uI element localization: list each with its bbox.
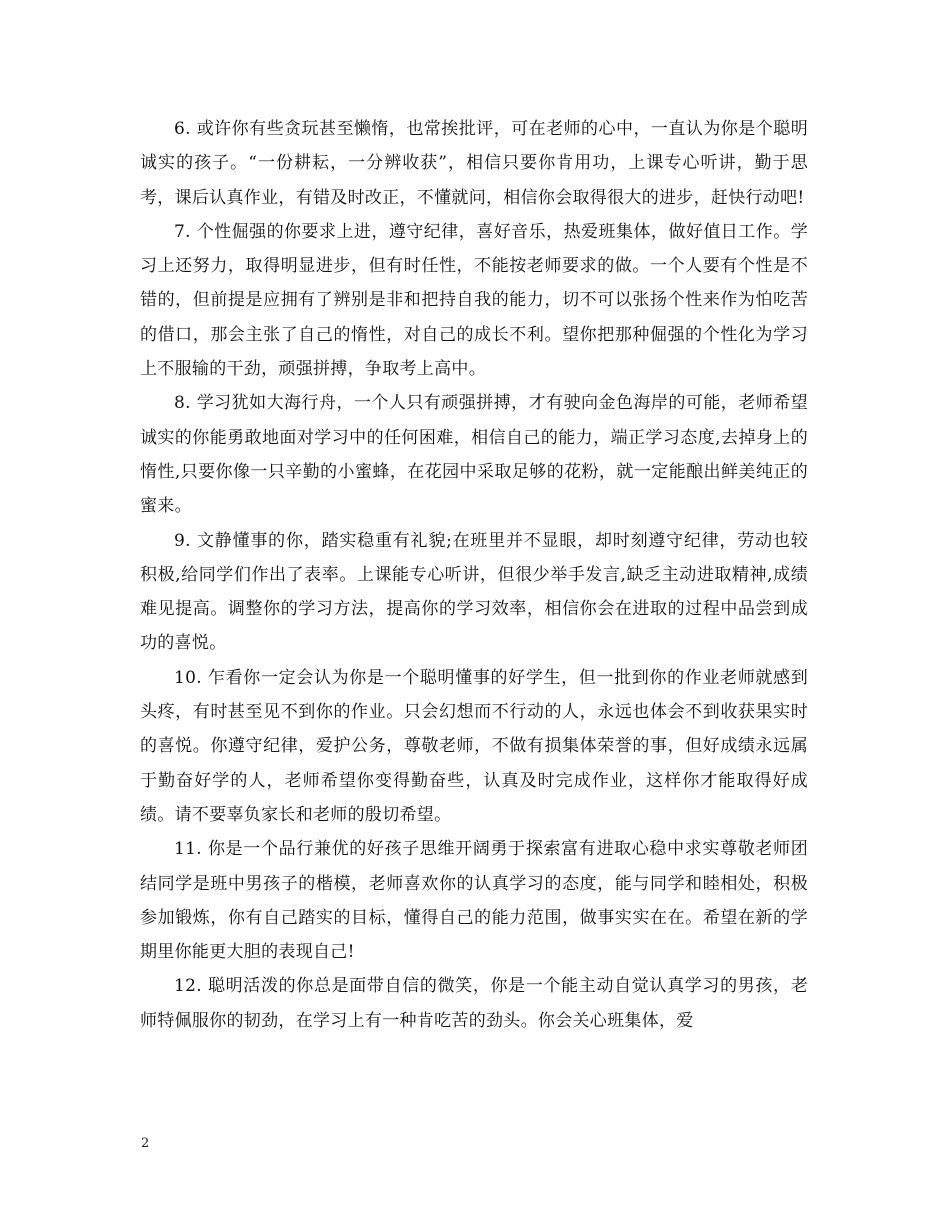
paragraph-12: 12. 聪明活泼的你总是面带自信的微笑，你是一个能主动自觉认真学习的男孩，老师特佩服你的韧劲，在学习上有一种肯吃苦的劲头。你会关心班集体，爱	[140, 976, 808, 1031]
paragraph-8: 8. 学习犹如大海行舟，一个人只有顽强拼搏，才有驶向金色海岸的可能，老师希望诚实的你能勇敢地面对学习中的任何困难，相信自己的能力，端正学习态度,去掉身上的惰性,只要你像一只辛勤的小蜜蜂，在花园中采取足够的花粉，就一定能酿出鲜美纯正的蜜来。	[140, 393, 808, 517]
paragraph-7: 7. 个性倔强的你要求上进，遵守纪律，喜好音乐，热爱班集体，做好值日工作。学习上还努力，取得明显进步，但有时任性，不能按老师要求的做。一个人要有个性是不错的，但前提是应拥有了辨别是非和把持自我的能力，切不可以张扬个性来作为怕吃苦的借口，那会主张了自己的惰性，对自己的成长不利。望你把那种倔强的个性化为学习上不服输的干劲，顽强拼搏，争取考上高中。	[140, 221, 808, 380]
paragraph-9: 9. 文静懂事的你，踏实稳重有礼貌;在班里并不显眼，却时刻遵守纪律，劳动也较积极,给同学们作出了表率。上课能专心听讲，但很少举手发言,缺乏主动进取精神,成绩难见提高。调整你的学习方法，提高你的学习效率，相信你会在进取的过程中品尝到成功的喜悦。	[140, 530, 808, 654]
page-number: 2	[141, 1136, 150, 1151]
paragraph-6: 6. 或许你有些贪玩甚至懒惰，也常挨批评，可在老师的心中，一直认为你是个聪明诚实的孩子。“一份耕耘，一分辨收获”，相信只要你肯用功，上课专心听讲，勤于思考，课后认真作业，有错及时改正，不懂就问，相信你会取得很大的进步，赶快行动吧!	[140, 119, 808, 208]
paragraph-10: 10. 乍看你一定会认为你是一个聪明懂事的好学生，但一批到你的作业老师就感到头疼，有时甚至见不到你的作业。只会幻想而不行动的人，永远也体会不到收获果实时的喜悦。你遵守纪律，爱护公务，尊敬老师，不做有损集体荣誉的事，但好成绩永远属于勤奋好学的人，老师希望你变得勤奋些，认真及时完成作业，这样你才能取得好成绩。请不要辜负家长和老师的殷切希望。	[140, 667, 808, 825]
paragraph-11: 11. 你是一个品行兼优的好孩子思维开阔勇于探索富有进取心稳中求实尊敬老师团结同学是班中男孩子的楷模，老师喜欢你的认真学习的态度，能与同学和睦相处，积极参加锻炼，你有自己踏实的目标，懂得自己的能力范围，做事实实在在。希望在新的学期里你能更大胆的表现自己!	[140, 839, 808, 963]
document-body	[140, 112, 808, 1038]
